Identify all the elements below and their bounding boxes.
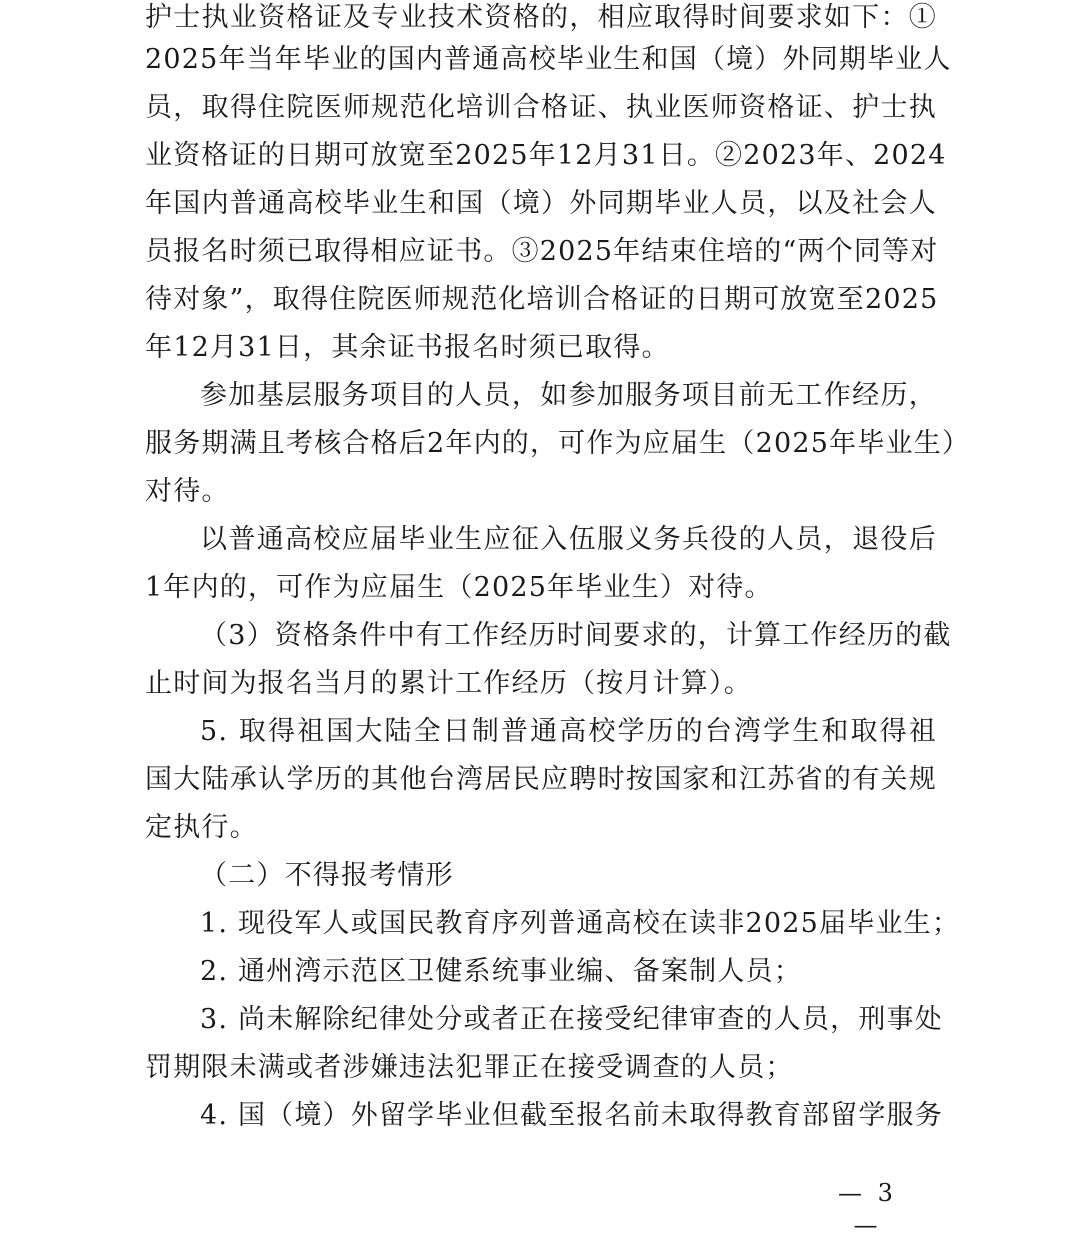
list-item-1: 1. 现役军人或国民教育序列普通高校在读非2025届毕业生； — [200, 908, 961, 939]
list-item-3: 3. 尚未解除纪律处分或者正在接受纪律审查的人员，刑事处 — [200, 1004, 943, 1035]
list-item-4: 4. 国（境）外留学毕业但截至报名前未取得教育部留学服务 — [200, 1100, 943, 1131]
page-number: — 3 — — [838, 1179, 897, 1239]
text-line-2: 2025年当年毕业的国内普通高校毕业生和国（境）外同期毕业人 — [145, 44, 952, 75]
text-line-7: 待对象”，取得住院医师规范化培训合格证的日期可放宽至2025 — [145, 284, 939, 315]
text-line-18: 定执行。 — [145, 812, 258, 843]
text-line-6: 员报名时须已取得相应证书。③2025年结束住培的“两个同等对 — [145, 236, 939, 267]
list-item-3-continued: 罚期限未满或者涉嫌违法犯罪正在接受调查的人员； — [145, 1052, 794, 1083]
text-line-8: 年12月31日，其余证书报名时须已取得。 — [145, 332, 670, 363]
text-line-10: 服务期满且考核合格后2年内的，可作为应届生（2025年毕业生） — [145, 428, 971, 459]
text-line-14: （3）资格条件中有工作经历时间要求的，计算工作经历的截 — [200, 620, 952, 651]
text-line-12: 以普通高校应届毕业生应征入伍服义务兵役的人员，退役后 — [200, 524, 937, 555]
text-line-17: 国大陆承认学历的其他台湾居民应聘时按国家和江苏省的有关规 — [145, 764, 937, 795]
section-heading: （二）不得报考情形 — [200, 860, 454, 891]
list-item-2: 2. 通州湾示范区卫健系统事业编、备案制人员； — [200, 956, 802, 987]
text-line-3: 员，取得住院医师规范化培训合格证、执业医师资格证、护士执 — [145, 92, 937, 123]
text-line-5: 年国内普通高校毕业生和国（境）外同期毕业人员，以及社会人 — [145, 188, 937, 219]
text-line-1: 护士执业资格证及专业技术资格的，相应取得时间要求如下：① — [145, 2, 937, 33]
text-line-9: 参加基层服务项目的人员，如参加服务项目前无工作经历， — [200, 380, 937, 411]
text-line-11: 对待。 — [145, 476, 230, 507]
text-line-15: 止时间为报名当月的累计工作经历（按月计算）。 — [145, 668, 752, 699]
text-line-13: 1年内的，可作为应届生（2025年毕业生）对待。 — [145, 572, 773, 603]
text-line-16: 5. 取得祖国大陆全日制普通高校学历的台湾学生和取得祖 — [200, 716, 937, 747]
text-line-4: 业资格证的日期可放宽至2025年12月31日。②2023年、2024 — [145, 140, 947, 171]
